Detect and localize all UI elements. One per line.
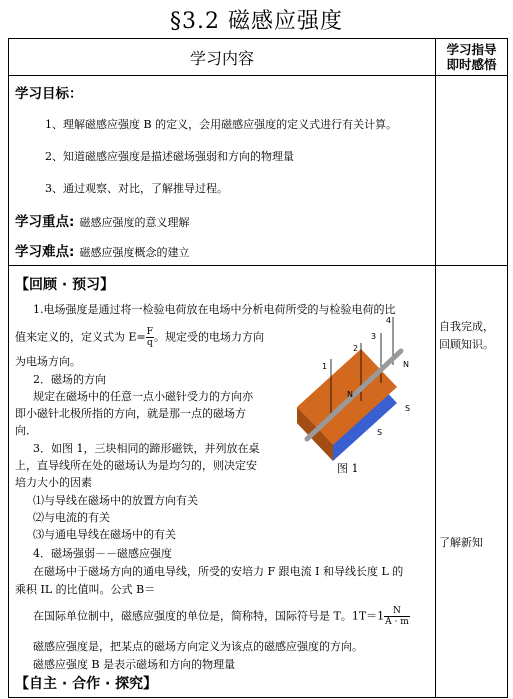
header-content-label: 学习内容: [189, 48, 254, 68]
tesla-fraction: [384, 606, 410, 627]
review-p2-line2: 即小磁针北极所指的方向，就是那一点的磁场方: [15, 407, 246, 420]
e-field-fraction: [146, 327, 154, 348]
figure-caption: 图 1: [337, 462, 359, 475]
goal-item-1: 1、理解磁感应强度 B 的定义，会用磁感应强度的定义式进行有关计算。: [45, 118, 398, 131]
review-p6: 磁感应强度是，把某点的磁场方向定义为该点的磁感应强度的方向。: [33, 640, 363, 653]
figure-label-s-right: S: [405, 404, 411, 413]
key-point-text: 磁感应强度的意义理解: [79, 216, 190, 229]
key-point: [15, 210, 190, 230]
header-content: [9, 39, 436, 76]
figure-label-3: 3: [371, 332, 377, 341]
review-p5: [33, 606, 410, 627]
difficulty-label: 学习难点:: [15, 244, 75, 260]
goals-heading: 学习目标：: [15, 86, 83, 102]
next-section-heading: 【自主 · 合作 · 探究】: [15, 676, 158, 692]
review-cell: [9, 266, 436, 698]
review-p2-line3: 向．: [15, 424, 37, 437]
review-p1-line3: 为电场方向。: [15, 355, 81, 368]
review-p3-line1: 3．如图 1，三块相同的蹄形磁铁，并列放在桌: [33, 442, 260, 455]
review-p2-line1: 规定在磁场中的任意一点小磁针受力的方向亦: [33, 390, 253, 403]
review-p4-line1: 在磁场中于磁场方向的通电导线，所受的安培力 F 跟电流 I 和导线长度 L 的: [33, 565, 404, 578]
review-p3-line3: 培力大小的因素: [15, 476, 92, 489]
factor-3: ⑶与通电导线在磁场中的有关: [33, 528, 176, 541]
goal-item-2: 2、知道磁感应强度是描述磁场强弱和方向的物理量: [45, 150, 294, 163]
difficulty-text: 磁感应强度概念的建立: [79, 246, 190, 259]
review-p1-line1: 1.电场强度是通过将一检验电荷放在电场中分析电荷所受的与检验电荷的比: [33, 303, 396, 316]
side-note-1-line2: 回顾知识。: [439, 338, 494, 351]
goal-item-3: 3、通过观察、对比，了解推导过程。: [45, 182, 228, 195]
goals-side-cell: [436, 76, 508, 266]
header-guide-line2: 即时感悟: [446, 57, 497, 72]
review-p5-text: 在国际单位制中，磁感应强度的单位是，简称特，国际符号是 T。1T＝1: [33, 609, 385, 623]
review-p4-line2: 乘积 IL 的比值叫。公式 B＝: [15, 583, 156, 596]
difficulty-point: [15, 240, 190, 260]
review-p1-line2: [15, 327, 264, 348]
review-p4-title: 4．磁场强弱－－磁感应强度: [33, 547, 172, 560]
factor-1: ⑴与导线在磁场中的放置方向有关: [33, 494, 198, 507]
header-guide: [436, 39, 508, 76]
page-title: §3.2 磁感应强度: [170, 9, 343, 34]
fraction-numerator: F: [146, 327, 153, 337]
review-heading: 【回顾 · 预习】: [15, 277, 115, 293]
key-point-label: 学习重点:: [15, 214, 75, 230]
review-side-cell: [436, 266, 508, 698]
figure-label-s-low: S: [377, 428, 383, 437]
tesla-denominator: A · m: [385, 617, 409, 627]
review-p3-line2: 上，直导线所在处的磁场认为是均匀的，则决定安: [15, 459, 257, 472]
side-note-2: 了解新知: [439, 536, 483, 549]
figure-label-4: 4: [386, 316, 392, 325]
factor-2: ⑵与电流的有关: [33, 511, 110, 524]
review-p1-line2-end: 。规定受的电场力方向: [154, 330, 264, 344]
review-p7: 磁感应强度 B 是表示磁场和方向的物理量: [33, 658, 236, 671]
fraction-denominator: q: [146, 338, 153, 348]
magnet-figure: [293, 311, 418, 461]
goals-cell: [9, 76, 436, 266]
lesson-table: [8, 38, 508, 698]
tesla-numerator: N: [384, 606, 410, 617]
header-guide-line1: 学习指导: [446, 42, 497, 57]
review-p2-title: 2．磁场的方向: [33, 373, 106, 386]
figure-label-1: 1: [322, 362, 328, 371]
figure-label-2: 2: [353, 344, 359, 353]
figure-label-n-right: N: [403, 360, 409, 369]
review-p1-line2-text: 值来定义的，定义式为 E=: [15, 330, 146, 344]
figure-label-n-mid: N: [347, 390, 353, 399]
side-note-1-line1: 自我完成，: [439, 320, 494, 333]
